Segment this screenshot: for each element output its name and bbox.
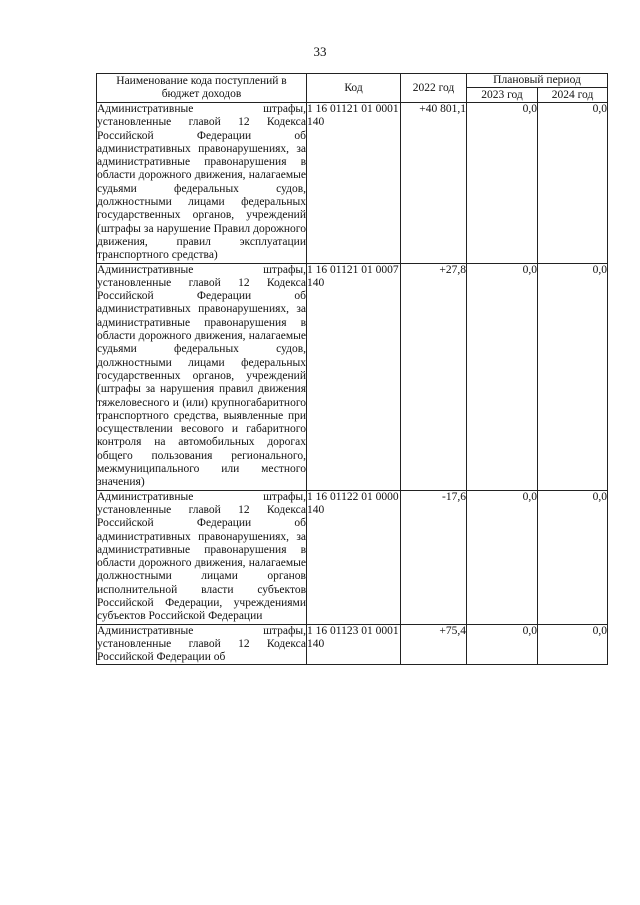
row-name: Административные штрафы, установленные главой 12 Кодекса Российской Федерации об административных правонарушениях, за административные правонарушения в области дорожного движения, налагаемые должностными лицами органов исполнительной власти субъектов Российской Федерации, учреждениями субъектов Российской Федерации <box>97 490 306 623</box>
row-name: Административные штрафы, установленные главой 12 Кодекса Российской Федерации об <box>97 624 306 664</box>
row-code: 1 16 01122 01 0000 140 <box>307 490 401 624</box>
row-value-2023: 0,0 <box>467 490 538 624</box>
table-row <box>97 490 608 624</box>
header-year-2023: 2023 год <box>467 88 538 103</box>
row-value-2023: 0,0 <box>467 624 538 665</box>
header-year-2022: 2022 год <box>401 74 467 103</box>
row-value-2022: +27,8 <box>401 263 467 490</box>
table-row <box>97 263 608 490</box>
row-value-2024: 0,0 <box>538 490 608 624</box>
row-name: Административные штрафы, установленные главой 12 Кодекса Российской Федерации об административных правонарушениях, за административные правонарушения в области дорожного движения, налагаемые судьями федеральных судов, должностными лицами федеральных государственных органов, учреждений (штрафы за нарушения правил движения тяжеловесного и (или) крупногабаритного транспортного средства, выявленные при осуществлении весового и габаритного контроля на автомобильных дорогах общего пользования регионального, межмуниципального или местного значения) <box>97 263 306 489</box>
table-header <box>97 74 608 103</box>
header-code: Код <box>307 74 401 103</box>
table-row <box>97 103 608 264</box>
row-value-2022: +40 801,1 <box>401 103 467 264</box>
row-code: 1 16 01121 01 0001 140 <box>307 103 401 264</box>
header-year-2024: 2024 год <box>538 88 608 103</box>
table-row <box>97 624 608 665</box>
row-value-2023: 0,0 <box>467 103 538 264</box>
row-value-2024: 0,0 <box>538 624 608 665</box>
row-value-2022: -17,6 <box>401 490 467 624</box>
page-number: 33 <box>313 44 327 59</box>
budget-revenue-table <box>96 73 608 665</box>
row-name: Административные штрафы, установленные главой 12 Кодекса Российской Федерации об административных правонарушениях, за административные правонарушения в области дорожного движения, налагаемые судьями федеральных судов, должностными лицами федеральных государственных органов, учреждений (штрафы за нарушение Правил дорожного движения, правил эксплуатации транспортного средства) <box>97 103 306 262</box>
row-code: 1 16 01123 01 0001 140 <box>307 624 401 665</box>
row-value-2024: 0,0 <box>538 263 608 490</box>
row-value-2023: 0,0 <box>467 263 538 490</box>
row-value-2022: +75,4 <box>401 624 467 665</box>
row-value-2024: 0,0 <box>538 103 608 264</box>
header-planned-period: Плановый период <box>467 74 608 88</box>
header-name: Наименование кода поступлений в бюджет доходов <box>97 74 307 103</box>
row-code: 1 16 01121 01 0007 140 <box>307 263 401 490</box>
